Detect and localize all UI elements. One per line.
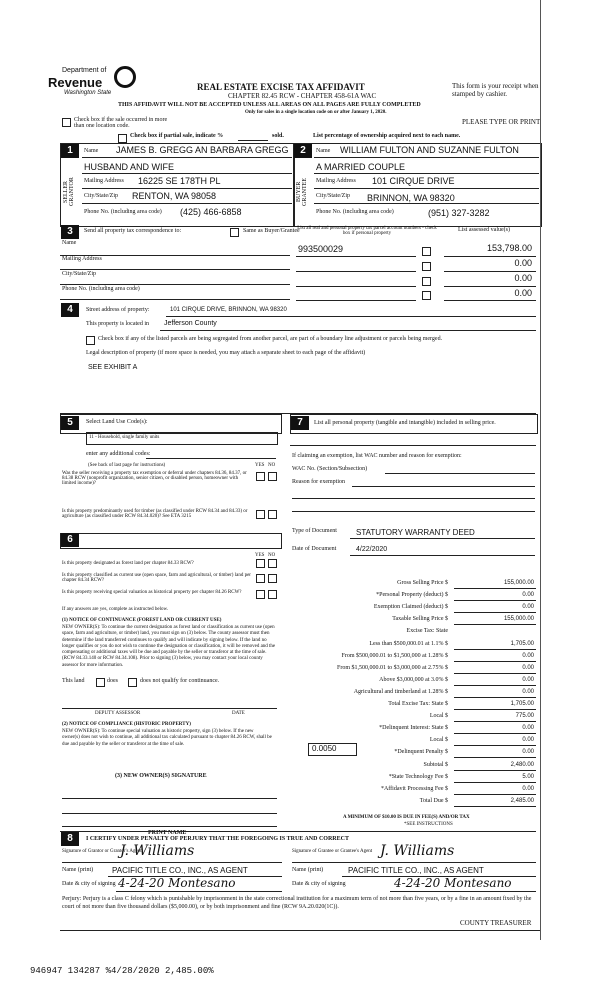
- grantee-date-city[interactable]: 4-24-20 Montesano: [394, 876, 512, 890]
- please-type: PLEASE TYPE OR PRINT: [462, 118, 541, 126]
- calc-underline: [454, 697, 536, 698]
- section-6-badge: 6: [61, 533, 79, 547]
- calc-underline: [454, 745, 536, 746]
- s6-q3-yes[interactable]: [256, 590, 265, 599]
- seller-phone-label: Phone No. (including area code): [84, 209, 162, 215]
- calc-value[interactable]: 0.00: [522, 665, 534, 671]
- form-title: REAL ESTATE EXCISE TAX AFFIDAVIT: [197, 82, 365, 92]
- notice2-title: (2) NOTICE OF COMPLIANCE (HISTORIC PROPERTY): [62, 722, 191, 727]
- assessed-value-3[interactable]: 0.00: [514, 273, 532, 283]
- personal-property-checkbox-2[interactable]: [422, 262, 431, 271]
- calc-value[interactable]: 0.00: [522, 677, 534, 683]
- calc-underline: [454, 709, 536, 710]
- s5-q1-no[interactable]: [268, 472, 277, 481]
- segregated-checkbox[interactable]: [86, 336, 95, 345]
- dept-line2: Revenue: [48, 75, 103, 90]
- grantee-signature[interactable]: J. Williams: [380, 843, 455, 859]
- s6-q1: Is this property designated as forest land per chapter 84.33 RCW?: [62, 561, 194, 566]
- tax-phone-label: Phone No. (including area code): [62, 286, 140, 292]
- revenue-logo-icon: [114, 66, 136, 88]
- does-not-label: does not qualify for continuance.: [140, 678, 220, 684]
- doc-type[interactable]: STATUTORY WARRANTY DEED: [356, 528, 475, 537]
- s6-q2: Is this property classified as current use (open space, farm and agricultural, or timber) land per chapter 84.34 RCW?: [62, 573, 251, 583]
- deputy-date-label: DATE: [232, 711, 245, 716]
- calc-value[interactable]: 0.00: [522, 653, 534, 659]
- s5-yes-header: YES: [255, 463, 265, 468]
- grantee-date-city-label: Date & city of signing: [292, 881, 346, 887]
- calc-value[interactable]: 2,485.00: [510, 798, 534, 804]
- calc-value[interactable]: 0.00: [522, 604, 534, 610]
- county-treasurer: COUNTY TREASURER: [460, 919, 532, 927]
- partial-sale-checkbox[interactable]: [118, 134, 127, 143]
- does-label: does: [107, 678, 118, 684]
- s6-q3: Is this property receiving special valuation as historical property per chapter 84.26 RCW?: [62, 590, 242, 595]
- form-only-for: Only for sales in a single location code on or after January 1, 2020.: [245, 110, 387, 115]
- s6-q1-yes[interactable]: [256, 559, 265, 568]
- personal-property-checkbox-3[interactable]: [422, 277, 431, 286]
- calc-label: Less than $500,000.01 at 1.1% $: [369, 641, 448, 647]
- parcel-number[interactable]: 993500029: [298, 244, 344, 254]
- calc-label: Total Excise Tax: State $: [388, 701, 448, 707]
- calc-value[interactable]: 0.00: [522, 786, 534, 792]
- buyer-name-label: Name: [316, 148, 331, 154]
- calc-value[interactable]: 0.00: [522, 749, 534, 755]
- calc-value[interactable]: 155,000.00: [503, 616, 534, 622]
- section-8-badge: 8: [61, 832, 79, 846]
- form-chapter: CHAPTER 82.45 RCW - CHAPTER 458-61A WAC: [228, 92, 377, 100]
- located-label: This property is located in: [86, 321, 149, 327]
- grantor-date-city[interactable]: 4-24-20 Montesano: [118, 876, 236, 890]
- s5-q1: Was the seller receiving a property tax exemption or deferral under chapters 84.36, 84.37, or 84.38 RCW (nonprofit organization, senior citizen, or disabled person, homeowner with limited income)?: [62, 471, 247, 486]
- multi-location-checkbox[interactable]: [62, 118, 71, 127]
- certify-statement: I CERTIFY UNDER PENALTY OF PERJURY THAT THE FOREGOING IS TRUE AND CORRECT: [86, 836, 349, 842]
- personal-property-checkbox-4[interactable]: [422, 291, 431, 300]
- calc-label: Total Due $: [419, 798, 448, 804]
- perjury-warning: Perjury: Perjury is a class C felony which is punishable by imprisonment in the state correctional institution for a maximum term of not more than five years, or by a fine in an amount fixed by the court of not more than five thousand dollars ($5,000.00), or by both imprisonment and fine (RCW 9A.20.020(1C)).: [62, 896, 532, 910]
- seller-name-label: Name: [84, 148, 99, 154]
- seller-name2[interactable]: HUSBAND AND WIFE: [84, 162, 175, 172]
- calc-label: From $500,000.01 to $1,500,000 at 1.28% $: [341, 653, 448, 659]
- calc-label: Above $3,000,000 at 3.0% $: [379, 677, 448, 683]
- grantee-print-name[interactable]: PACIFIC TITLE CO., INC., AS AGENT: [348, 866, 484, 875]
- street-label: Street address of property:: [86, 307, 150, 313]
- s6-q2-no[interactable]: [268, 574, 277, 583]
- tax-city-label: City/State/Zip: [62, 271, 96, 277]
- section-5-badge: 5: [61, 416, 79, 430]
- buyer-name2[interactable]: A MARRIED COUPLE: [316, 162, 406, 172]
- calc-label: *Affidavit Processing Fee $: [380, 786, 448, 792]
- any-yes-note: If any answers are yes, complete as instructed below.: [62, 607, 169, 612]
- see-instructions: *SEE INSTRUCTIONS: [404, 822, 453, 827]
- assessed-value-1[interactable]: 153,798.00: [486, 243, 532, 253]
- calc-label: Local $: [429, 737, 448, 743]
- s6-q3-no[interactable]: [268, 590, 277, 599]
- calc-label: *Personal Property (deduct) $: [376, 592, 448, 598]
- calc-value[interactable]: 1,705.00: [510, 641, 534, 647]
- multi-location-label: Check box if the sale occurred in more than one location code.: [74, 117, 168, 129]
- section-4-badge: 4: [61, 303, 79, 317]
- sold-label: sold.: [272, 133, 284, 139]
- calc-label: Taxable Selling Price $: [392, 616, 448, 622]
- calc-underline: [454, 588, 536, 589]
- s5-q2-yes[interactable]: [256, 510, 265, 519]
- grantor-print-name[interactable]: PACIFIC TITLE CO., INC., AS AGENT: [112, 866, 248, 875]
- wac-label: WAC No. (Section/Subsection): [292, 466, 368, 472]
- calc-underline: [454, 794, 536, 795]
- section-3-badge: 3: [61, 225, 79, 239]
- calc-underline: [454, 806, 536, 807]
- calc-label: *Delinquent Interest: State $: [379, 725, 448, 731]
- buyer-mailing[interactable]: 101 CIRQUE DRIVE: [372, 176, 455, 186]
- notice1-body: NEW OWNER(S): To continue the current designation as forest land or classification as current use (open space, farm and agriculture, or timber) land, you must sign on (3) below. The county assessor must then determine if the land transferred continues to qualify and will indicate by signing below. If the land no longer qualifies or you do not wish to continue the designation or classification, it will be removed and the compensating or additional taxes will be due and payable by the seller or transferor at the time of sale. (RCW 84.33.140 or RCW 84.34.108). Prior to signing (3) below, you may contact your local county assessor for more information.: [62, 625, 276, 668]
- grantor-name-print-label: Name (print): [62, 867, 94, 873]
- calc-value[interactable]: 2,480.00: [510, 762, 534, 768]
- grantor-signature[interactable]: J. Williams: [120, 843, 195, 859]
- calc-label: Local $: [429, 713, 448, 719]
- send-correspondence-label: Send all property tax correspondence to:: [84, 228, 182, 234]
- buyer-phone[interactable]: (951) 327-3282: [428, 208, 490, 218]
- section-6-header-box: [60, 533, 282, 549]
- calc-underline: [454, 685, 536, 686]
- calc-value[interactable]: 0.00: [522, 725, 534, 731]
- additional-codes-label: enter any additional codes:: [86, 451, 151, 457]
- legal-description[interactable]: SEE EXHIBIT A: [88, 364, 138, 371]
- section-2-badge: 2: [294, 144, 312, 158]
- dept-line1: Department of: [62, 67, 107, 74]
- calc-underline: [454, 770, 536, 771]
- calc-value[interactable]: 5.00: [522, 774, 534, 780]
- seller-phone[interactable]: (425) 466-6858: [180, 207, 242, 217]
- tax-name-label: Name: [62, 240, 77, 246]
- print-name-label: PRINT NAME: [148, 830, 187, 836]
- land-use-label: Select Land Use Code(s):: [86, 419, 148, 425]
- assessed-value-2[interactable]: 0.00: [514, 258, 532, 268]
- deputy-assessor-label: DEPUTY ASSESSOR: [95, 711, 141, 716]
- calc-label: Agricultural and timberland at 1.28% $: [353, 689, 448, 695]
- buyer-city-label: City/State/Zip: [316, 193, 350, 199]
- parcel-header: List all real and personal property tax parcel account numbers - check box if personal property: [297, 226, 437, 236]
- dept-line3: Washington State: [64, 90, 112, 96]
- calc-underline: [454, 612, 536, 613]
- calc-value[interactable]: 0.00: [522, 737, 534, 743]
- grantee-signature-label: Signature of Grantee or Grantee's Agent: [292, 849, 373, 854]
- calc-underline: [454, 600, 536, 601]
- calc-label: Exemption Claimed (deduct) $: [373, 604, 448, 610]
- this-land-label: This land: [62, 678, 85, 684]
- legal-description-label: Legal description of property (if more space is needed, you may attach a separate sheet to each page of the affidavit): [86, 350, 366, 356]
- assessed-header: List assessed value(s): [458, 227, 510, 233]
- assessed-value-4[interactable]: 0.00: [514, 288, 532, 298]
- receipt-stamp: 946947 134287 %4/28/2020 2,485.00%: [30, 966, 214, 976]
- section-7-badge: 7: [291, 416, 309, 430]
- doc-type-label: Type of Document: [292, 528, 337, 534]
- calc-underline: [454, 721, 536, 722]
- reason-label: Reason for exemption: [292, 479, 345, 485]
- s6-no-header: NO: [268, 553, 276, 558]
- s6-q2-yes[interactable]: [256, 574, 265, 583]
- segregated-label: Check box if any of the listed parcels are being segregated from another parcel, are part of a boundary line adjustment or parcels being merged.: [98, 336, 443, 342]
- notice2-body: NEW OWNER(S): To continue special valuation as historic property, sign (3) below. If the new owner(s) does not wish to continue, all additional tax calculated pursuant to chapter 84.26 RCW, shall be due and payable by the seller or transferor at the time of sale.: [62, 729, 272, 747]
- calc-underline: [454, 673, 536, 674]
- seller-city[interactable]: RENTON, WA 98058: [132, 191, 217, 201]
- buyer-mailing-label: Mailing Address: [316, 178, 356, 184]
- does-not-checkbox[interactable]: [128, 678, 137, 687]
- grantor-signature-label: Signature of Grantor or Grantor's Agent: [62, 849, 142, 854]
- calc-label: Excise Tax: State: [406, 628, 448, 634]
- calc-underline: [454, 782, 536, 783]
- calc-label: *State Technology Fee $: [388, 774, 448, 780]
- buyer-side-label: BUYER GRANTEE: [296, 178, 308, 206]
- s5-q1-yes[interactable]: [256, 472, 265, 481]
- calc-underline: [454, 661, 536, 662]
- local-rate: 0.0050: [312, 744, 337, 753]
- buyer-city[interactable]: BRINNON, WA 98320: [367, 193, 455, 203]
- same-as-buyer-checkbox[interactable]: [230, 228, 239, 237]
- calc-underline: [454, 733, 536, 734]
- calc-value[interactable]: 0.00: [522, 689, 534, 695]
- s5-no-header: NO: [268, 463, 276, 468]
- land-use-value: 11 - Household, single family units: [89, 435, 160, 440]
- does-checkbox[interactable]: [96, 678, 105, 687]
- personal-property-label: List all personal property (tangible and intangible) included in selling price.: [314, 420, 496, 426]
- grantor-date-city-label: Date & city of signing: [62, 881, 116, 887]
- calc-underline: [454, 624, 536, 625]
- calc-value[interactable]: 1,705.00: [510, 701, 534, 707]
- calc-underline: [454, 757, 536, 758]
- ownership-note: List percentage of ownership acquired next to each name.: [313, 133, 461, 139]
- seller-city-label: City/State/Zip: [84, 193, 118, 199]
- calc-label: *Delinquent Penalty $: [394, 749, 448, 755]
- calc-value[interactable]: 775.00: [515, 713, 534, 719]
- s5-q2-no[interactable]: [268, 510, 277, 519]
- street-address[interactable]: 101 CIRQUE DRIVE, BRINNON, WA 98320: [170, 307, 287, 313]
- calc-label: From $1,500,000.01 to $3,000,000 at 2.75% $: [337, 665, 448, 671]
- partial-sale-label: Check box if partial sale, indicate %: [130, 133, 224, 139]
- personal-property-checkbox-1[interactable]: [422, 247, 431, 256]
- section-1-badge: 1: [61, 144, 79, 158]
- s6-yes-header: YES: [255, 553, 265, 558]
- county[interactable]: Jefferson County: [164, 320, 217, 327]
- calc-value[interactable]: 155,000.00: [503, 580, 534, 586]
- seller-side-label: SELLER GRANTOR: [63, 177, 75, 207]
- same-as-buyer-label: Same as Buyer/Grantee: [243, 228, 300, 234]
- s5-q2: Is this property predominantly used for timber (as classified under RCW 84.34 and 84.33) or agriculture (as classified under RCW 84.34.020)? See ETA 3215: [62, 509, 248, 519]
- see-back-label: (See back of last page for instructions): [88, 463, 166, 468]
- calc-label: Subtotal $: [423, 762, 448, 768]
- calc-value[interactable]: 0.00: [522, 592, 534, 598]
- seller-mailing-label: Mailing Address: [84, 178, 124, 184]
- buyer-name[interactable]: WILLIAM FULTON AND SUZANNE FULTON: [340, 145, 519, 155]
- calc-label: Gross Selling Price $: [397, 580, 448, 586]
- grantee-name-print-label: Name (print): [292, 867, 324, 873]
- seller-mailing[interactable]: 16225 SE 178TH PL: [138, 176, 221, 186]
- s6-q1-no[interactable]: [268, 559, 277, 568]
- new-owner-signature-label: (3) NEW OWNER(S) SIGNATURE: [115, 773, 207, 779]
- seller-name[interactable]: JAMES B. GREGG AN BARBARA GREGG: [116, 145, 289, 155]
- exemption-label: If claiming an exemption, list WAC number and reason for exemption:: [292, 453, 462, 459]
- tax-mailing-label: Mailing Address: [62, 256, 102, 262]
- minimum-note: A MINIMUM OF $10.00 IS DUE IN FEE(S) AND/OR TAX: [343, 815, 470, 820]
- form-warning: THIS AFFIDAVIT WILL NOT BE ACCEPTED UNLESS ALL AREAS ON ALL PAGES ARE FULLY COMPLETED: [118, 102, 421, 108]
- buyer-phone-label: Phone No. (including area code): [316, 209, 394, 215]
- calc-underline: [454, 649, 536, 650]
- doc-date[interactable]: 4/22/2020: [356, 546, 388, 553]
- doc-date-label: Date of Document: [292, 546, 337, 552]
- notice1-title: (1) NOTICE OF CONTINUANCE (FOREST LAND OR CURRENT USE): [62, 618, 222, 623]
- receipt-note: This form is your receipt when stamped by cashier.: [452, 82, 539, 98]
